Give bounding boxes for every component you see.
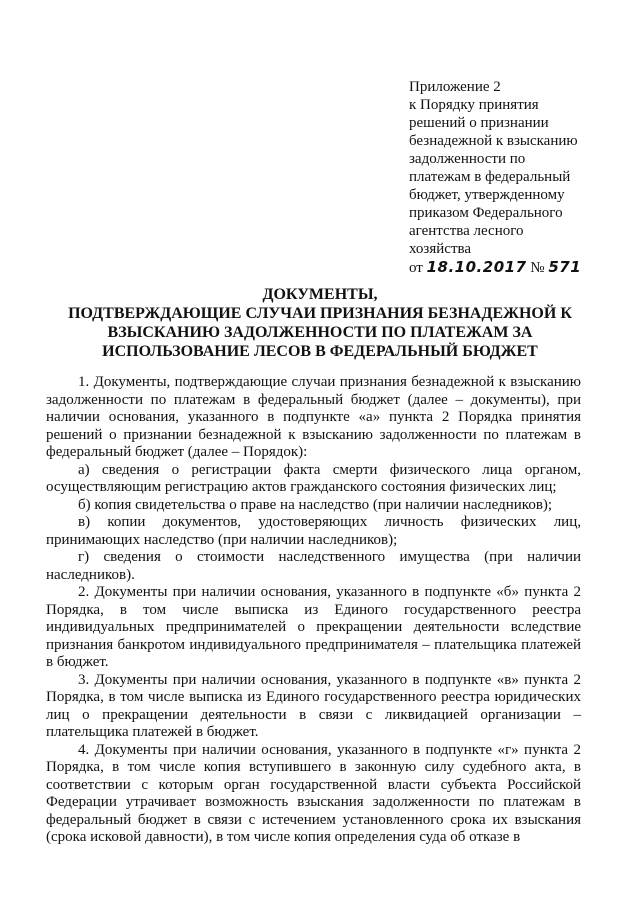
paragraph-1: 1. Документы, подтверждающие случаи признания безнадежной к взысканию задолженности по платежам в федеральный бюджет (далее – документы), при наличии основания, указанного в подпункте «а» пункта 2 Порядка принятия решений о признании безнадежной к взысканию задолженности по платежам в федеральный бюджет (далее – Порядок):	[46, 374, 581, 460]
title-line: ПОДТВЕРЖДАЮЩИЕ СЛУЧАИ ПРИЗНАНИЯ БЕЗНАДЕЖНОЙ К	[68, 305, 572, 322]
paragraph-1b: б) копия свидетельства о праве на наследство (при наличии наследников);	[78, 496, 553, 513]
order-date-handwritten: 18.10.2017	[426, 258, 527, 276]
paragraph-4: 4. Документы при наличии основания, указанного в подпункте «г» пункта 2 Порядка, в том числе копия вступившего в законную силу судебного акта, в соответствии с которым орган государственной власти субъекта Российской Федерации утрачивает возможность взыскания задолженности по платежам в федеральный бюджет в связи с истечением установленного срока их взыскания (срока исковой давности), в том числе копия определения суда об отказе в	[46, 741, 581, 845]
paragraph-1v: в) копии документов, удостоверяющих личность физических лиц, принимающих наследство (при наличии наследников);	[46, 514, 581, 548]
appendix-line: хозяйства	[409, 241, 472, 257]
appendix-line: к Порядку принятия	[409, 97, 539, 113]
appendix-line: задолженности по	[409, 151, 526, 167]
paragraph-1g: г) сведения о стоимости наследственного имущества (при наличии наследников).	[46, 549, 581, 583]
document-body	[46, 374, 581, 847]
appendix-line: бюджет, утвержденному	[409, 187, 565, 203]
order-prefix: от	[409, 260, 423, 276]
order-number-sign: №	[530, 260, 545, 276]
paragraph-1a: а) сведения о регистрации факта смерти физического лица органом, осуществляющим регистрацию актов гражданского состояния физических лиц;	[46, 461, 581, 495]
appendix-line: платежам в федеральный	[409, 169, 571, 185]
paragraph-3: 3. Документы при наличии основания, указанного в подпункте «в» пункта 2 Порядка, в том числе выписка из Единого государственного реестра юридических лиц о прекращении деятельности в связи с ликвидацией организации – плательщика платежей в бюджет.	[46, 671, 581, 740]
title-line: ИСПОЛЬЗОВАНИЕ ЛЕСОВ В ФЕДЕРАЛЬНЫЙ БЮДЖЕТ	[102, 343, 538, 360]
appendix-line: решений о признании	[409, 115, 549, 131]
appendix-line: безнадежной к взысканию	[409, 133, 578, 149]
order-number-handwritten: 571	[548, 258, 582, 276]
appendix-line: агентства лесного	[409, 223, 524, 239]
appendix-block	[409, 78, 609, 277]
title-line: ВЗЫСКАНИЮ ЗАДОЛЖЕННОСТИ ПО ПЛАТЕЖАМ ЗА	[107, 324, 533, 341]
paragraph-2: 2. Документы при наличии основания, указанного в подпункте «б» пункта 2 Порядка, в том числе выписка из Единого государственного реестра индивидуальных предпринимателей о прекращении деятельности вследствие признания банкротом индивидуального предпринимателя – плательщика платежей в бюджет.	[46, 584, 581, 670]
appendix-line: Приложение 2	[409, 79, 501, 95]
title-line: ДОКУМЕНТЫ,	[262, 286, 378, 303]
appendix-line: приказом Федерального	[409, 205, 563, 221]
order-reference	[409, 258, 609, 277]
document-title	[40, 285, 600, 361]
